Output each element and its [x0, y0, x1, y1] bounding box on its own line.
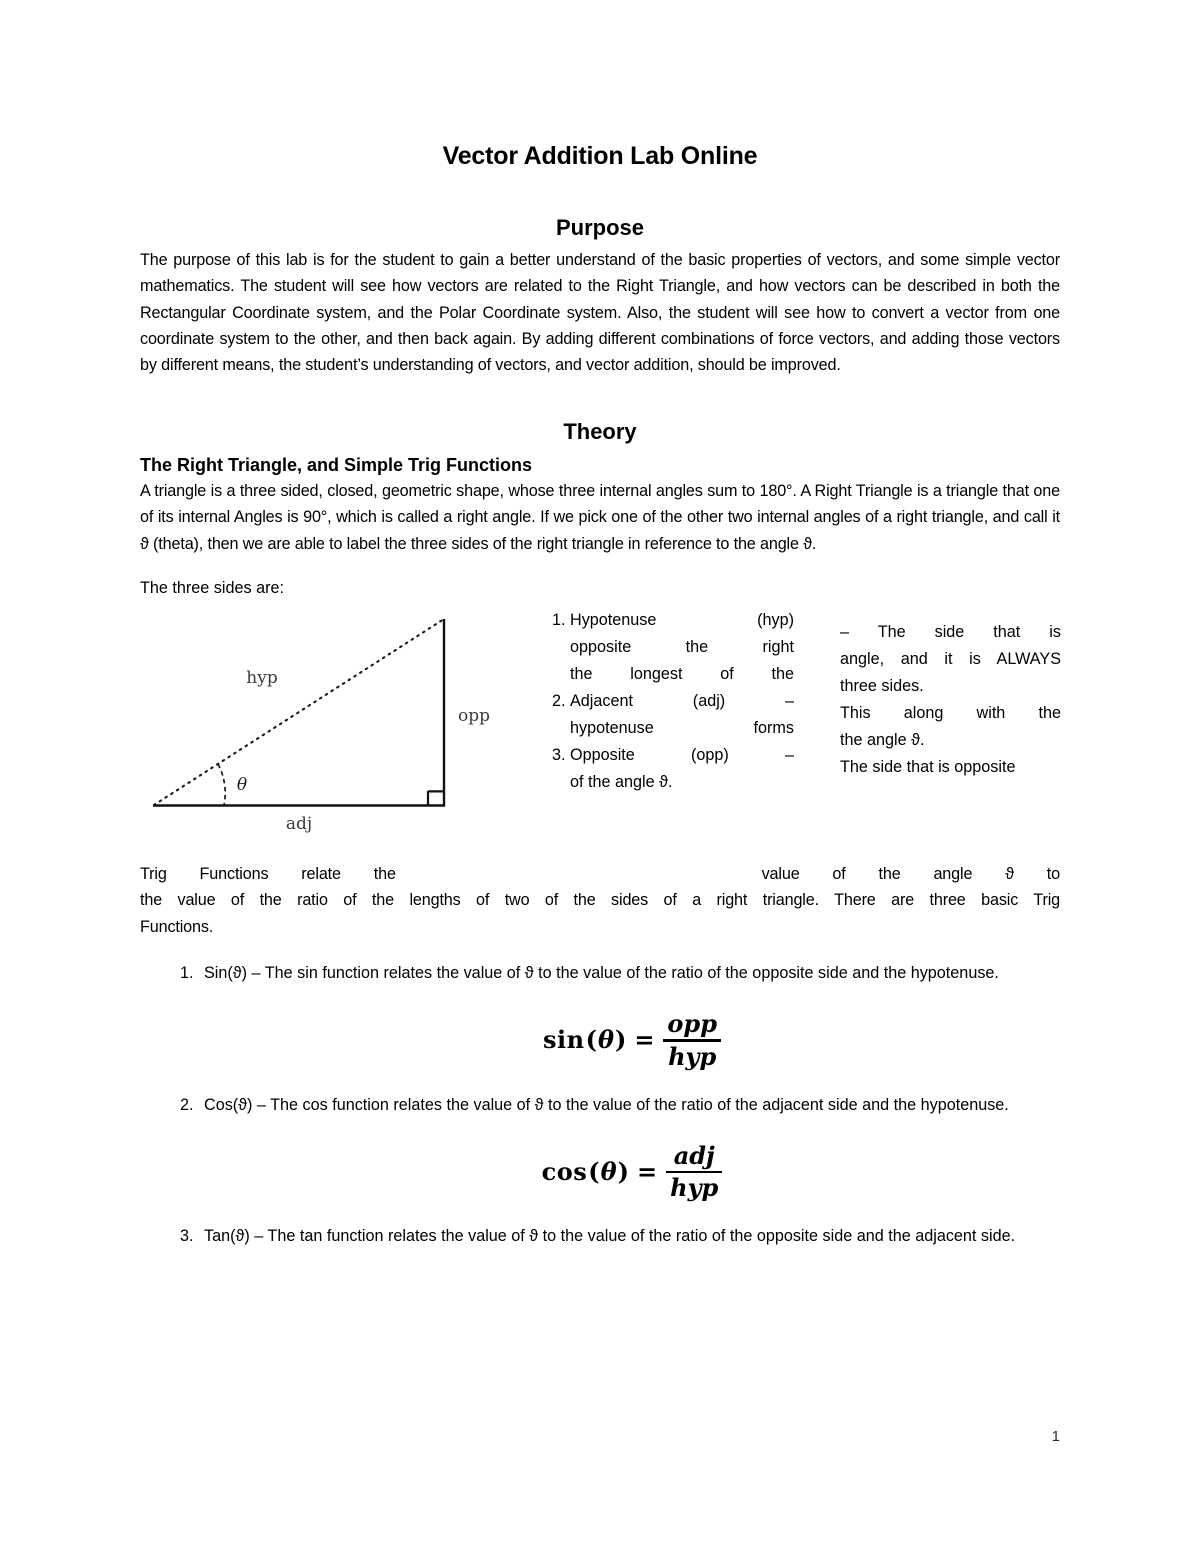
cos-fraction — [666, 1140, 722, 1203]
open-paren: ( — [588, 1157, 600, 1187]
close-paren: ) — [614, 1025, 627, 1055]
cos-denominator: hyp — [670, 1173, 719, 1203]
sides-list-left-column — [532, 607, 794, 796]
trig-intro-paragraph — [140, 861, 1060, 940]
sides-3-line-2: of the angle ϑ. — [570, 773, 673, 792]
purpose-paragraph: The purpose of this lab is for the student to gain a better understand of the basic properties of vectors, and some simple vector mathematics. The student will see how vectors are related to the Right Triangle, and how vectors can be described in both the Rectangular Coordinate system, and the Polar Coordinate system. Also, the student will see how to convert a vector from one coordinate system to the other, and then back again. By adding different combinations of force vectors, and adding those vectors by different means, the student’s understanding of vectors, and vector addition, should be improved. — [140, 251, 1060, 375]
trig-intro-line-1-left: Trig Functions relate the — [140, 865, 396, 884]
hyp-label: hyp — [246, 668, 278, 689]
equation-cos — [204, 1140, 1060, 1203]
spacer — [204, 1070, 1060, 1092]
right-triangle-svg — [140, 603, 532, 835]
equation-cos-expression — [541, 1140, 723, 1203]
trig-function-3-text: Tan(ϑ) – The tan function relates the value of ϑ to the value of the ratio of the opposite side and the adjacent side. — [204, 1227, 1016, 1246]
sides-3-right-line-1: The side that is opposite — [840, 757, 1016, 776]
list-item — [570, 688, 794, 742]
list-item — [198, 960, 1060, 1092]
sides-3-line-1: 3. Opposite (opp) – — [570, 746, 794, 765]
spacer — [140, 835, 1060, 861]
equation-sin — [204, 1009, 1060, 1071]
sides-list-right-column — [840, 619, 1061, 781]
sin-fraction — [663, 1009, 721, 1071]
open-paren: ( — [585, 1025, 597, 1055]
adj-label: adj — [285, 814, 313, 835]
trig-intro-line-1 — [140, 861, 1060, 887]
section-heading-purpose: Purpose — [555, 214, 645, 240]
triangle-figure — [140, 603, 532, 835]
close-paren: ) — [617, 1157, 630, 1187]
hypotenuse-line — [154, 619, 444, 805]
list-item — [570, 742, 794, 796]
sin-function-name: sin — [543, 1025, 585, 1055]
subheading-right-triangle: The Right Triangle, and Simple Trig Functions — [140, 454, 533, 475]
trig-function-2-text: Cos(ϑ) – The cos function relates the value of ϑ to the value of the ratio of the adjacent side and the hypotenuse. — [204, 1095, 1009, 1114]
trig-functions-list — [140, 960, 1060, 1250]
sides-2-right-line-2: the angle ϑ. — [840, 730, 925, 749]
equation-sin-expression — [543, 1009, 721, 1071]
right-angle-mark — [428, 791, 444, 805]
three-sides-lead: The three sides are: — [140, 578, 284, 597]
cos-variable: θ — [600, 1157, 617, 1187]
trig-intro-line-1-right: value of the angle ϑ to — [761, 865, 1060, 884]
trig-intro-line-3: Functions. — [140, 917, 214, 936]
cos-function-name: cos — [541, 1157, 588, 1187]
cos-numerator: adj — [673, 1140, 715, 1170]
sin-variable: θ — [597, 1025, 614, 1055]
spacer — [140, 557, 1060, 573]
sin-numerator: opp — [667, 1009, 717, 1039]
theta-angle-arc — [218, 764, 225, 805]
opp-label: opp — [458, 706, 490, 727]
section-heading-theory: Theory — [563, 419, 637, 445]
list-item — [198, 1223, 1060, 1249]
sides-1-line-3: the longest of the — [570, 665, 794, 684]
equals-sign: = — [634, 1025, 655, 1055]
sides-2-line-1: 2. Adjacent (adj) – — [570, 692, 794, 711]
sides-2-right-line-1: This along with the — [840, 703, 1061, 722]
page-title: Vector Addition Lab Online — [442, 142, 758, 170]
sides-wrap-region — [140, 575, 1060, 835]
sides-1-right-line-2: angle, and it is ALWAYS — [840, 649, 1061, 668]
equals-sign: = — [637, 1157, 658, 1187]
list-item — [570, 607, 794, 688]
spacer — [204, 1201, 1060, 1223]
theta-label: θ — [236, 775, 248, 796]
theory-paragraph: A triangle is a three sided, closed, geometric shape, whose three internal angles sum to 180°. A Right Triangle is a triangle that one of its internal Angles is 90°, which is called a right angle. If we pick one of the other two internal angles of a right triangle, and call it ϑ (theta), then we are able to label the three sides of the right triangle in reference to the angle ϑ. — [140, 482, 1060, 553]
sides-1-right-line-3: three sides. — [840, 676, 924, 695]
trig-intro-line-2: the value of the ratio of the lengths of two of the sides of a right triangle. There are three basic Trig — [140, 891, 1060, 910]
sides-1-line-2: opposite the right — [570, 638, 794, 657]
sides-1-right-line-1: – The side that is — [840, 622, 1061, 641]
sides-2-line-2: hypotenuse forms — [570, 719, 794, 738]
trig-function-1-text: Sin(ϑ) – The sin function relates the value of ϑ to the value of the ratio of the opposite side and the hypotenuse. — [204, 963, 999, 982]
sin-denominator: hyp — [668, 1041, 717, 1071]
list-item — [198, 1092, 1060, 1224]
page-content — [140, 0, 1060, 1250]
sides-1-line-1: 1. Hypotenuse (hyp) — [570, 611, 794, 630]
page-number: 1 — [1051, 1428, 1060, 1445]
